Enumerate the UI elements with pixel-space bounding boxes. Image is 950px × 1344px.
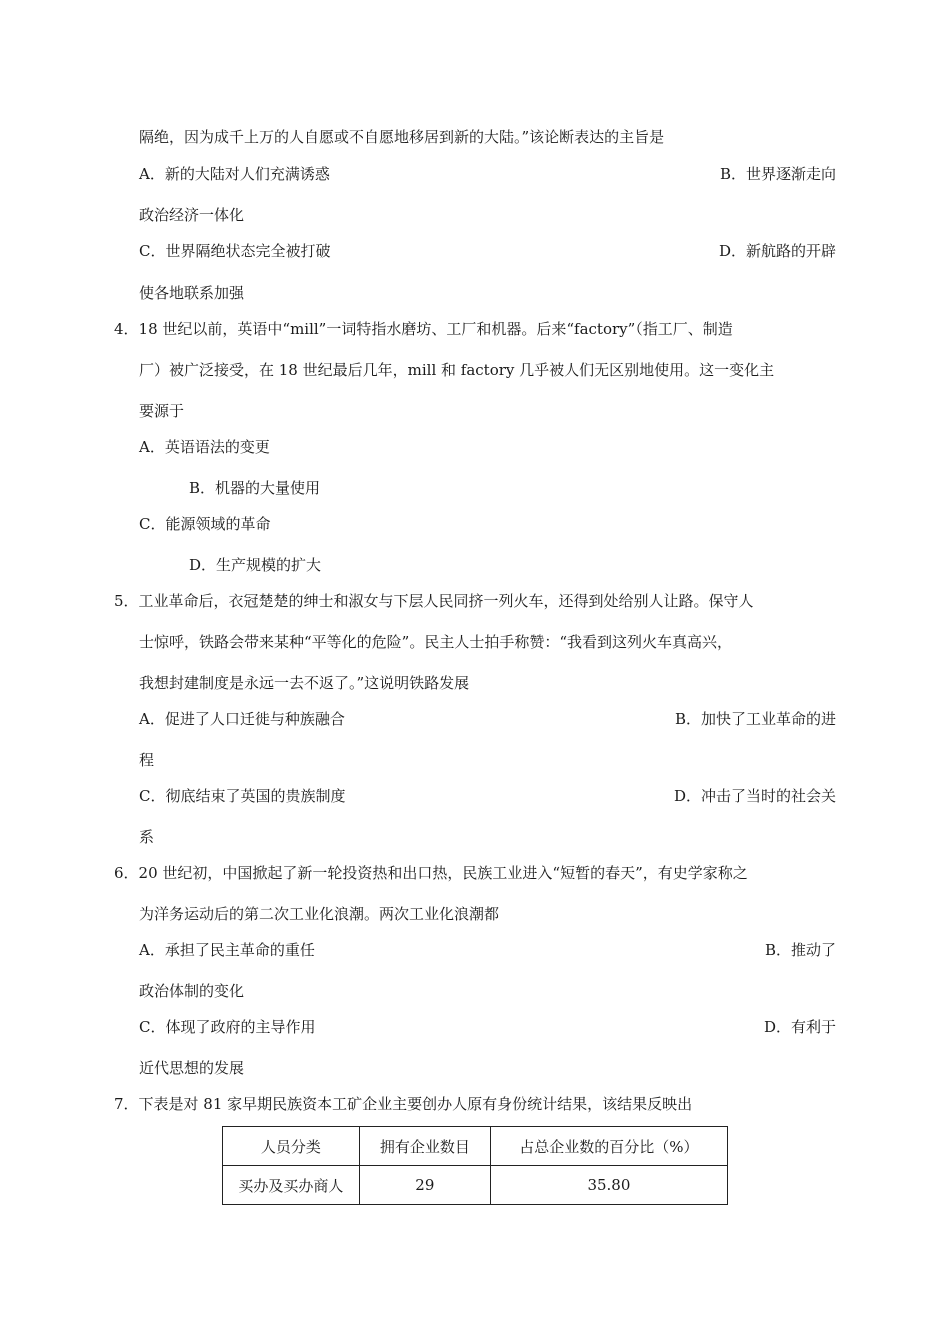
q7-statistics-table (222, 1126, 728, 1205)
q5-option-d-continued: 系 (139, 828, 155, 846)
q6-option-b-continued: 政治体制的变化 (139, 982, 245, 1000)
q6-stem-line-2: 为洋务运动后的第二次工业化浪潮。两次工业化浪潮都 (139, 905, 500, 923)
table-cell: 买办及买办商人 (223, 1166, 360, 1205)
q3-option-b: B．世界逐渐走向 (719, 165, 836, 183)
table-cell: 29 (359, 1166, 490, 1205)
q5-stem-line-1: 5．工业革命后，衣冠楚楚的绅士和淑女与下层人民同挤一列火车，还得到处给别人让路。保守人 (114, 592, 754, 610)
q3-stem-tail: 隔绝，因为成千上万的人自愿或不自愿地移居到新的大陆。”该论断表达的主旨是 (139, 128, 665, 146)
table-header-cell: 拥有企业数目 (359, 1127, 490, 1166)
table-header-cell: 人员分类 (223, 1127, 360, 1166)
q6-option-c: C．体现了政府的主导作用 (139, 1018, 316, 1036)
q3-option-d-continued: 使各地联系加强 (139, 284, 245, 302)
q5-option-a: A．促进了人口迁徙与种族融合 (139, 710, 345, 728)
table-header-cell: 占总企业数的百分比（%） (490, 1127, 727, 1166)
q6-stem-line-1: 6．20 世纪初，中国掀起了新一轮投资热和出口热，民族工业进入“短暂的春天”，有史学家称之 (114, 864, 748, 882)
q5-option-d: D．冲击了当时的社会关 (673, 787, 836, 805)
table-cell: 35.80 (490, 1166, 727, 1205)
q4-option-c: C．能源领域的革命 (139, 515, 271, 533)
q6-option-b: B．推动了 (764, 941, 836, 959)
q3-option-c: C．世界隔绝状态完全被打破 (139, 242, 331, 260)
table-header-row (223, 1127, 728, 1166)
q4-option-a: A．英语语法的变更 (139, 438, 270, 456)
q4-stem-line-2: 厂）被广泛接受，在 18 世纪最后几年，mill 和 factory 几乎被人们无区别地使用。这一变化主 (139, 361, 775, 379)
table-row (223, 1166, 728, 1205)
q3-option-b-continued: 政治经济一体化 (139, 206, 245, 224)
q7-stem: 7．下表是对 81 家早期民族资本工矿企业主要创办人原有身份统计结果，该结果反映出 (114, 1095, 693, 1113)
q4-stem-line-1: 4．18 世纪以前，英语中“mill”一词特指水磨坊、工厂和机器。后来“factory”（指工厂、制造 (114, 320, 733, 338)
q5-option-b-continued: 程 (139, 751, 155, 769)
q5-stem-line-3: 我想封建制度是永远一去不返了。”这说明铁路发展 (139, 674, 470, 692)
q5-option-c: C．彻底结束了英国的贵族制度 (139, 787, 346, 805)
q3-option-d: D．新航路的开辟 (718, 242, 836, 260)
q5-option-b: B．加快了工业革命的进 (674, 710, 836, 728)
q6-option-d: D．有利于 (763, 1018, 836, 1036)
q4-stem-line-3: 要源于 (139, 402, 185, 420)
q5-stem-line-2: 士惊呼，铁路会带来某种“平等化的危险”。民主人士拍手称赞：“我看到这列火车真高兴， (139, 633, 733, 651)
q6-option-d-continued: 近代思想的发展 (139, 1059, 245, 1077)
q4-option-b: B．机器的大量使用 (189, 479, 321, 497)
q4-option-d: D．生产规模的扩大 (189, 556, 322, 574)
q6-option-a: A．承担了民主革命的重任 (139, 941, 315, 959)
q3-option-a: A．新的大陆对人们充满诱惑 (139, 165, 330, 183)
